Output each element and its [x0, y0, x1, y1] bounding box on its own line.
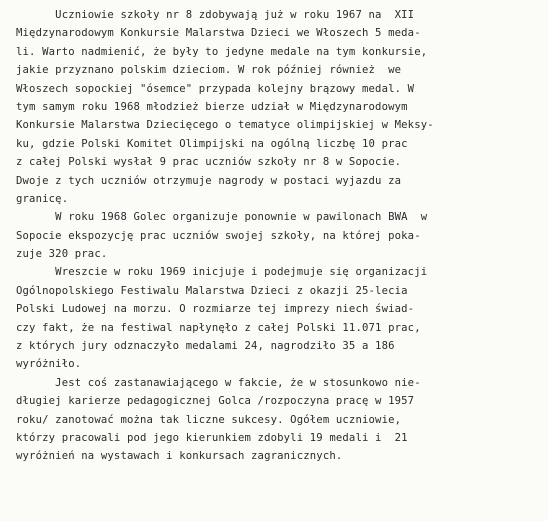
text-line: Polski Ludowej na morzu. O rozmiarze tej imprezy niech świad- — [16, 303, 415, 316]
text-line: z całej Polski wysłał 9 prac uczniów szkoły nr 8 w Sopocie. — [16, 156, 402, 169]
text-line: Sopocie ekspozycję prac uczniów swojej szkoły, na której poka- — [16, 229, 421, 242]
text-line: Wreszcie w roku 1969 inicjuje i podejmuje się organizacji — [16, 266, 428, 279]
text-line: wyróżnień na wystawach i konkursach zagranicznych. — [16, 450, 343, 463]
text-line: Konkursie Malarstwa Dziecięcego o tematyce olimpijskiej w Meksy- — [16, 119, 434, 132]
typewritten-text-block — [16, 6, 546, 466]
text-line: zuje 320 prac. — [16, 248, 108, 261]
text-line: wyróżniło. — [16, 358, 82, 371]
text-line: ku, gdzie Polski Komitet Olimpijski na ogólną liczbę 10 prac — [16, 137, 408, 150]
text-line: czy fakt, że na festiwal napłynęło z całej Polski 11.071 prac, — [16, 321, 421, 334]
text-line: którzy pracowali pod jego kierunkiem zdobyli 19 medali i 21 — [16, 431, 408, 444]
text-line: Jest coś zastanawiającego w fakcie, że w stosunkowo nie- — [16, 376, 421, 389]
text-line: jakie przyznano polskim dzieciom. W rok później również we — [16, 64, 402, 77]
text-line: granicę. — [16, 192, 69, 205]
text-line: długiej karierze pedagogicznej Golca /rozpoczyna pracę w 1957 — [16, 395, 415, 408]
text-line: Dwoje z tych uczniów otrzymuje nagrody w postaci wyjazdu za — [16, 174, 402, 187]
text-line: li. Warto nadmienić, że były to jedyne medale na tym konkursie, — [16, 45, 428, 58]
text-line: Uczniowie szkoły nr 8 zdobywają już w roku 1967 na XII — [16, 9, 415, 21]
text-line: Międzynarodowym Konkursie Malarstwa Dzieci we Włoszech 5 meda- — [16, 27, 421, 40]
text-line: z których jury odznaczyło medalami 24, nagrodziło 35 a 186 — [16, 340, 395, 353]
text-line: Włoszech sopockiej "ósemce" przypada kolejny brązowy medal. W — [16, 82, 415, 95]
text-line: tym samym roku 1968 młodzież bierze udział w Międzynarodowym — [16, 100, 408, 113]
text-line: W roku 1968 Golec organizuje ponownie w pawilonach BWA w — [16, 211, 428, 224]
text-line: Ogólnopolskiego Festiwalu Malarstwa Dzieci z okazji 25-lecia — [16, 284, 408, 297]
text-line: roku/ zanotować można tak liczne sukcesy. Ogółem uczniowie, — [16, 413, 402, 426]
